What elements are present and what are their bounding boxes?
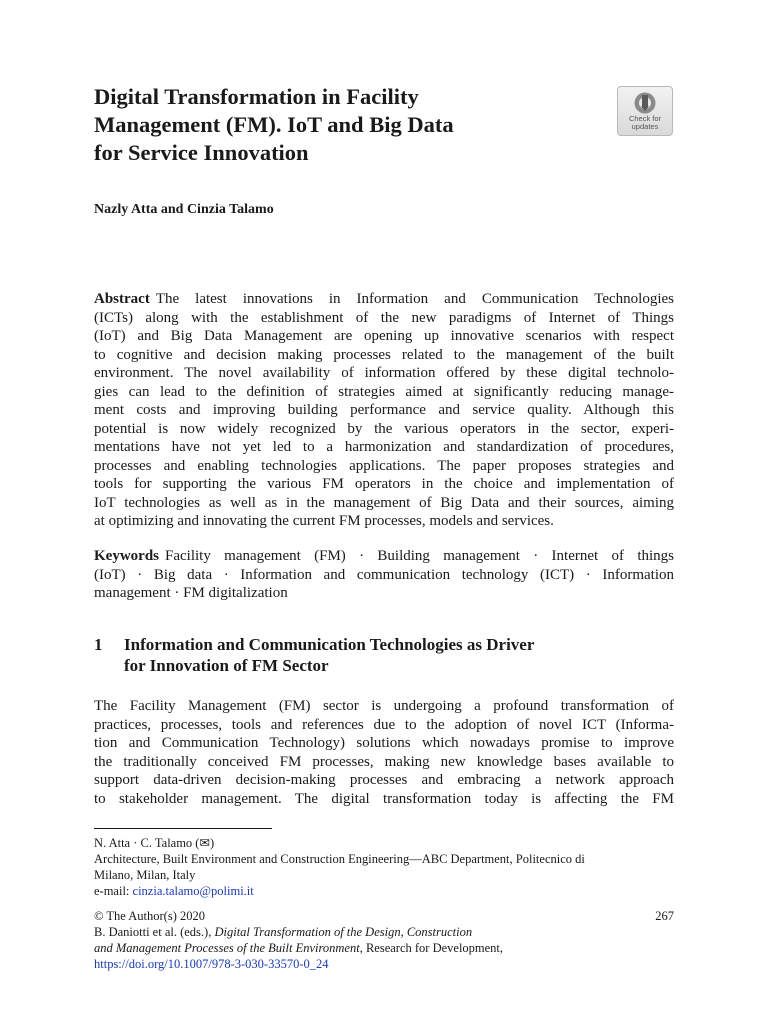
abstract-line (94, 290, 674, 309)
author-names: Nazly Atta and Cinzia Talamo (94, 202, 274, 217)
abstract-line: to cognitive and decision making processes related to the management of the built (94, 346, 674, 363)
abstract-line: tools for supporting the various FM operators in the choice and implementation of (94, 476, 674, 492)
title-line: for Service Innovation (94, 140, 309, 165)
page-number: 267 (655, 909, 674, 923)
abstract-line: processes and enabling technologies applications. The paper proposes strategies and (94, 457, 674, 474)
author-footnote (94, 835, 684, 899)
section-body (94, 697, 674, 808)
paper-title (94, 83, 594, 167)
keywords-label: Keywords (94, 548, 159, 564)
citation-line (94, 924, 674, 940)
footnote-author-names: N. Atta · C. Talamo ( (94, 836, 200, 850)
footnote-affiliation: Milano, Milan, Italy (94, 868, 196, 882)
footnote-close-paren: ) (209, 836, 215, 850)
abstract (94, 290, 674, 531)
book-title-part: Digital Transformation of the Design, Construction (214, 925, 473, 939)
footnote-email-line (94, 883, 684, 899)
abstract-line: potential is now widely recognized by the various operators in the sector, experi- (94, 420, 674, 437)
abstract-line: environment. The novel availability of information offered by these digital technolo- (94, 365, 674, 381)
check-for-updates-icon (633, 91, 657, 115)
abstract-line: mentations have not yet led to a harmonization and standardization of procedures, (94, 439, 674, 455)
footnote-authors (94, 835, 684, 851)
section-heading (94, 634, 674, 676)
keywords-line (94, 547, 674, 566)
abstract-line: ment costs and improving building performance and service quality. Although this (94, 402, 674, 418)
abstract-line: gies can lead to the definition of strategies aimed at significantly reducing manage- (94, 383, 674, 400)
abstract-line: (IoT) and Big Data Management are opening up innovative scenarios with respect (94, 328, 674, 344)
doi-link[interactable]: https://doi.org/10.1007/978-3-030-33570-0_24 (94, 957, 329, 971)
body-line: support data-driven decision-making processes and embracing a network approach (94, 772, 674, 788)
body-line: tion and Communication Technology) solutions which nowadays promise to improve (94, 735, 674, 751)
section-title-line: for Innovation of FM Sector (124, 656, 329, 675)
keywords-line: management · FM digitalization (94, 585, 288, 601)
email-link[interactable]: cinzia.talamo@polimi.it (132, 884, 254, 898)
keywords (94, 547, 674, 603)
citation-line (94, 940, 674, 956)
check-for-updates-badge[interactable] (617, 86, 673, 136)
body-line: to stakeholder management. The digital transformation today is affecting the FM (94, 790, 674, 807)
keywords-line: (IoT) · Big data · Information and communication technology (ICT) · Information (94, 566, 674, 583)
citation-editors: B. Daniotti et al. (eds.), (94, 925, 215, 939)
section-title-line: Information and Communication Technologies as Driver (124, 635, 535, 654)
badge-label-line1: Check for (628, 114, 662, 123)
abstract-line: IoT technologies as well as in the management of Big Data and their sources, aiming (94, 494, 674, 511)
section-number: 1 (94, 635, 103, 654)
title-line: Digital Transformation in Facility (94, 84, 419, 109)
email-label: e-mail: (94, 884, 133, 898)
book-title-part: and Management Processes of the Built Environment (94, 941, 360, 955)
abstract-line: (ICTs) along with the establishment of the new paradigms of Internet of Things (94, 309, 674, 326)
copyright-line: © The Author(s) 2020 (94, 909, 205, 923)
body-line: the traditionally conceived FM processes, making new knowledge bases available to (94, 753, 674, 770)
footnote-affiliation: Architecture, Built Environment and Construction Engineering—ABC Department, Politecnico di (94, 852, 585, 866)
footnote-divider (94, 828, 272, 829)
body-line: The Facility Management (FM) sector is undergoing a profound transformation of (94, 698, 674, 714)
badge-label-line2: updates (631, 122, 659, 131)
copyright-block (94, 908, 674, 972)
citation-series: , Research for Development, (359, 941, 504, 955)
abstract-line: at optimizing and innovating the current FM processes, models and services. (94, 513, 554, 529)
abstract-text: The latest innovations in Information and Communication Technologies (155, 291, 674, 307)
keywords-text: Facility management (FM) · Building management · Internet of things (165, 548, 674, 564)
section-title (124, 634, 674, 676)
envelope-icon: ✉ (199, 836, 210, 850)
abstract-label: Abstract (94, 291, 150, 307)
body-line: practices, processes, tools and references due to the adoption of novel ICT (Informa- (94, 716, 674, 733)
title-line: Management (FM). IoT and Big Data (94, 112, 454, 137)
doi-line (94, 956, 674, 972)
